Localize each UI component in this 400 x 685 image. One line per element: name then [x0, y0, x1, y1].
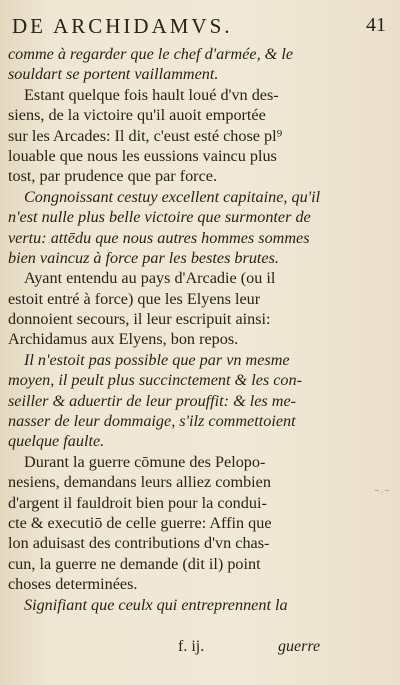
- text-line: Durant la guerre cōmune des Pelopo-: [24, 452, 266, 471]
- text-line: cte & executiō de celle guerre: Affin que: [8, 513, 272, 532]
- margin-mark: ~.~: [374, 487, 391, 495]
- text-line: d'argent il fauldroit bien pour la condui-: [8, 493, 267, 512]
- text-line: quelque faulte.: [8, 432, 105, 451]
- catchword: guerre: [278, 638, 321, 655]
- text-line: cun, la guerre ne demande (dit il) point: [8, 554, 261, 573]
- text-line: seiller & aduertir de leur prouffit: & les me-: [8, 391, 297, 410]
- text-line: donnoient secours, il leur escripuit ainsi:: [8, 310, 271, 329]
- page-number: 41: [366, 14, 386, 36]
- text-line: lon aduisast des contributions d'vn chas-: [8, 534, 270, 553]
- running-title: DE ARCHIDAMVS.: [12, 14, 233, 38]
- running-head: [8, 14, 392, 40]
- text-line: choses determinées.: [8, 575, 138, 594]
- text-line: Signifiant que ceulx qui entreprennent la: [24, 595, 288, 614]
- text-line: moyen, il peult plus succinctement & les con-: [8, 371, 302, 390]
- text-line: vertu: attēdu que nous autres hommes sommes: [8, 228, 310, 247]
- text-line: n'est nulle plus belle victoire que surmonter de: [8, 208, 311, 227]
- text-line: sur les Arcades: Il dit, c'eust esté chose pl⁹: [8, 126, 283, 145]
- signature-mark: f. ij.: [178, 638, 205, 655]
- text-line: tost, par prudence que par force.: [8, 167, 217, 186]
- text-line: louable que nous les eussions vaincu plus: [8, 146, 277, 165]
- text-line: siens, de la victoire qu'il auoit emportée: [8, 106, 266, 125]
- text-line: nesiens, demandans leurs alliez combien: [8, 473, 271, 492]
- text-line: comme à regarder que le chef d'armée, & le: [8, 45, 294, 63]
- text-line: nasser de leur dommaige, s'ilz commettoient: [8, 412, 296, 431]
- text-line: souldart se portent vaillamment.: [8, 65, 219, 84]
- text-block: [8, 44, 362, 615]
- text-line: Estant quelque fois hault loué d'vn des-: [24, 85, 279, 104]
- text-line: bien vaincuz à force par les bestes brutes.: [8, 248, 279, 267]
- text-line: Archidamus aux Elyens, bon repos.: [8, 330, 239, 349]
- text-line: Il n'estoit pas possible que par vn mesme: [24, 350, 290, 369]
- text-line: Ayant entendu au pays d'Arcadie (ou il: [24, 269, 276, 288]
- text-line: estoit entré à force) que les Elyens leur: [8, 289, 261, 308]
- text-line: Congnoissant cestuy excellent capitaine, qu'il: [24, 187, 321, 206]
- page-footer: [8, 636, 362, 658]
